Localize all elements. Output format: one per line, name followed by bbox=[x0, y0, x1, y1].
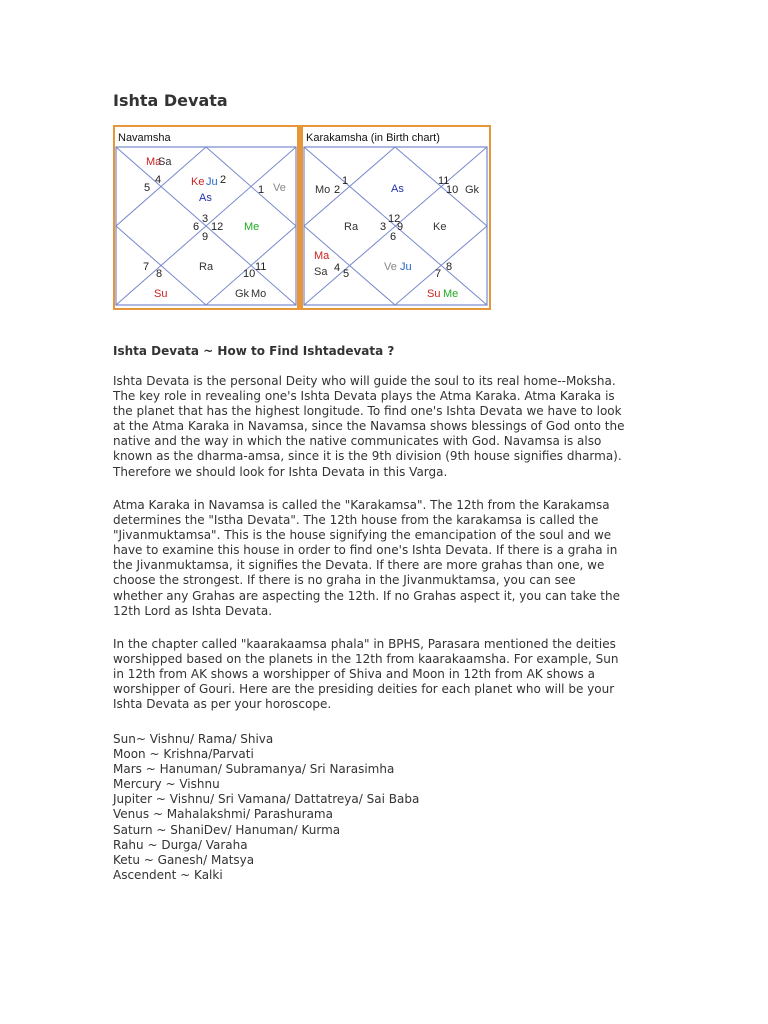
karakamsha-cell-text: 2 bbox=[334, 184, 341, 196]
paragraph-line: the planet that has the highest longitude. To find one's Ishta Devata we have to look bbox=[113, 404, 622, 419]
paragraph-line: the Jivanmuktamsa, it signifies the Devata. If there are more grahas than one, we bbox=[113, 558, 605, 573]
karakamsha-cell-text: 8 bbox=[446, 261, 453, 273]
deity-item: Mars ~ Hanuman/ Subramanya/ Sri Narasimha bbox=[113, 762, 395, 777]
karakamsha-cell-text: 1 bbox=[342, 175, 349, 187]
karakamsha-cell-text: Sa bbox=[314, 266, 328, 278]
navamsha-cell-text: Su bbox=[154, 288, 168, 300]
paragraph-line: worshipper of Gouri. Here are the presiding deities for each planet who will be your bbox=[113, 682, 615, 697]
navamsha-cell-text: 5 bbox=[144, 182, 151, 194]
navamsha-cell-text: Gk bbox=[235, 288, 250, 300]
deity-item: Saturn ~ ShaniDev/ Hanuman/ Kurma bbox=[113, 822, 341, 837]
navamsha-cell-text: 3 bbox=[202, 213, 209, 225]
karakamsha-cell-text: Mo bbox=[315, 184, 331, 196]
page-title: Ishta Devata bbox=[113, 91, 228, 110]
paragraph-line: "Jivanmuktamsa". This is the house signifying the emancipation of the soul and we bbox=[113, 528, 612, 543]
navamsha-cell-text: As bbox=[199, 192, 212, 204]
paragraph-line: have to examine this house in order to find one's Ishta Devata. If there is a graha in bbox=[113, 543, 618, 558]
navamsha-cell-text: 7 bbox=[143, 261, 150, 273]
deity-item: Ascendent ~ Kalki bbox=[113, 867, 223, 882]
navamsha-cell-text: Sa bbox=[158, 156, 172, 168]
paragraph-line: determines the "Istha Devata". The 12th house from the karakamsa is called the bbox=[113, 513, 599, 528]
karakamsha-cell-text: 4 bbox=[334, 262, 341, 274]
karakamsha-cell-text: 5 bbox=[343, 268, 350, 280]
navamsha-cell-text: Ma bbox=[146, 156, 162, 168]
karakamsha-cell-text: Ra bbox=[344, 221, 359, 233]
karakamsha-cell-text: 10 bbox=[446, 184, 459, 196]
karakamsha-cell-text: 6 bbox=[390, 231, 397, 243]
navamsha-cell-text: 1 bbox=[258, 184, 265, 196]
paragraph-line: 12th Lord as Ishta Devata. bbox=[113, 603, 273, 618]
karakamsha-cell-text: 3 bbox=[380, 221, 387, 233]
paragraph-line: whether any Grahas are aspecting the 12th. If no Grahas aspect it, you can take the bbox=[113, 588, 620, 603]
karakamsha-cell-text: 11 bbox=[438, 175, 450, 187]
karakamsha-cell-text: Ve bbox=[384, 261, 397, 273]
navamsha-cell-text: 11 bbox=[255, 261, 267, 273]
navamsha-cell-text: Ra bbox=[199, 261, 214, 273]
deity-item: Moon ~ Krishna/Parvati bbox=[113, 747, 254, 762]
karakamsha-cell-text: 9 bbox=[397, 221, 404, 233]
paragraph-line: choose the strongest. If there is no graha in the Jivanmuktamsa, you can see bbox=[113, 573, 576, 588]
section-subtitle: Ishta Devata ~ How to Find Ishtadevata ? bbox=[113, 344, 395, 358]
chart-divider bbox=[297, 127, 303, 308]
paragraph-line: native and the way in which the native communicates with God. Navamsa is also bbox=[113, 434, 602, 449]
karakamsha-cell-text: Ke bbox=[433, 221, 447, 233]
navamsha-cell-text: 9 bbox=[202, 231, 209, 243]
navamsha-cell-text: Me bbox=[244, 221, 260, 233]
deity-item: Jupiter ~ Vishnu/ Sri Vamana/ Dattatreya/ Sai Baba bbox=[113, 792, 420, 807]
karakamsha-label: Karakamsha (in Birth chart) bbox=[306, 132, 440, 144]
paragraph-line: known as the dharma-amsa, since it is the 9th division (9th house signifies dharma). bbox=[113, 449, 622, 464]
horoscope-charts bbox=[113, 125, 491, 310]
navamsha-cell-text: 10 bbox=[243, 268, 256, 280]
deity-item: Rahu ~ Durga/ Varaha bbox=[113, 837, 248, 852]
karakamsha-cell-text: Ju bbox=[400, 261, 412, 273]
karakamsha-cell-text: Me bbox=[443, 288, 459, 300]
karakamsha-cell-text: Ma bbox=[314, 250, 330, 262]
karakamsha-cell-text: 7 bbox=[435, 268, 442, 280]
navamsha-cell-text: Ju bbox=[206, 176, 218, 188]
karakamsha-cell-text: Su bbox=[427, 288, 441, 300]
paragraph-line: The key role in revealing one's Ishta Devata plays the Atma Karaka. Atma Karaka is bbox=[113, 389, 615, 404]
paragraph-1 bbox=[113, 374, 658, 480]
navamsha-cell-text: Ke bbox=[191, 176, 205, 188]
deity-item: Ketu ~ Ganesh/ Matsya bbox=[113, 852, 255, 867]
paragraph-line: Atma Karaka in Navamsa is called the "Karakamsa". The 12th from the Karakamsa bbox=[113, 498, 610, 512]
paragraph-3 bbox=[113, 637, 658, 712]
navamsha-cell-text: Ve bbox=[273, 182, 286, 194]
karakamsha-cell-text: 12 bbox=[388, 213, 401, 225]
deity-item: Venus ~ Mahalakshmi/ Parashurama bbox=[113, 807, 333, 822]
navamsha-cell-text: 6 bbox=[193, 221, 200, 233]
paragraph-line: worshipped based on the planets in the 12th from kaarakaamsha. For example, Sun bbox=[113, 652, 619, 667]
paragraph-line: Ishta Devata as per your horoscope. bbox=[113, 697, 332, 712]
paragraph-2 bbox=[113, 498, 658, 619]
deity-item: Mercury ~ Vishnu bbox=[113, 777, 220, 792]
navamsha-cell-text: 4 bbox=[155, 174, 162, 186]
navamsha-cell-text: 12 bbox=[211, 221, 224, 233]
navamsha-cell-text: Mo bbox=[251, 288, 267, 300]
deity-list bbox=[113, 732, 419, 883]
paragraph-line: in 12th from AK shows a worshipper of Shiva and Moon in 12th from AK shows a bbox=[113, 667, 595, 682]
karakamsha-cell-text: As bbox=[391, 183, 404, 195]
paragraph-line: Therefore we should look for Ishta Devata in this Varga. bbox=[113, 464, 448, 479]
navamsha-label: Navamsha bbox=[118, 132, 171, 144]
navamsha-cell-text: 8 bbox=[156, 268, 163, 280]
paragraph-line: In the chapter called "kaarakaamsa phala" in BPHS, Parasara mentioned the deities bbox=[113, 637, 616, 651]
paragraph-line: Ishta Devata is the personal Deity who will guide the soul to its real home--Moksha. bbox=[113, 374, 616, 388]
karakamsha-cell-text: Gk bbox=[465, 184, 480, 196]
deity-item: Sun~ Vishnu/ Rama/ Shiva bbox=[113, 732, 274, 746]
navamsha-cell-text: 2 bbox=[220, 174, 227, 186]
paragraph-line: at the Atma Karaka in Navamsa, since the Navamsa shows blessings of God onto the bbox=[113, 419, 625, 434]
